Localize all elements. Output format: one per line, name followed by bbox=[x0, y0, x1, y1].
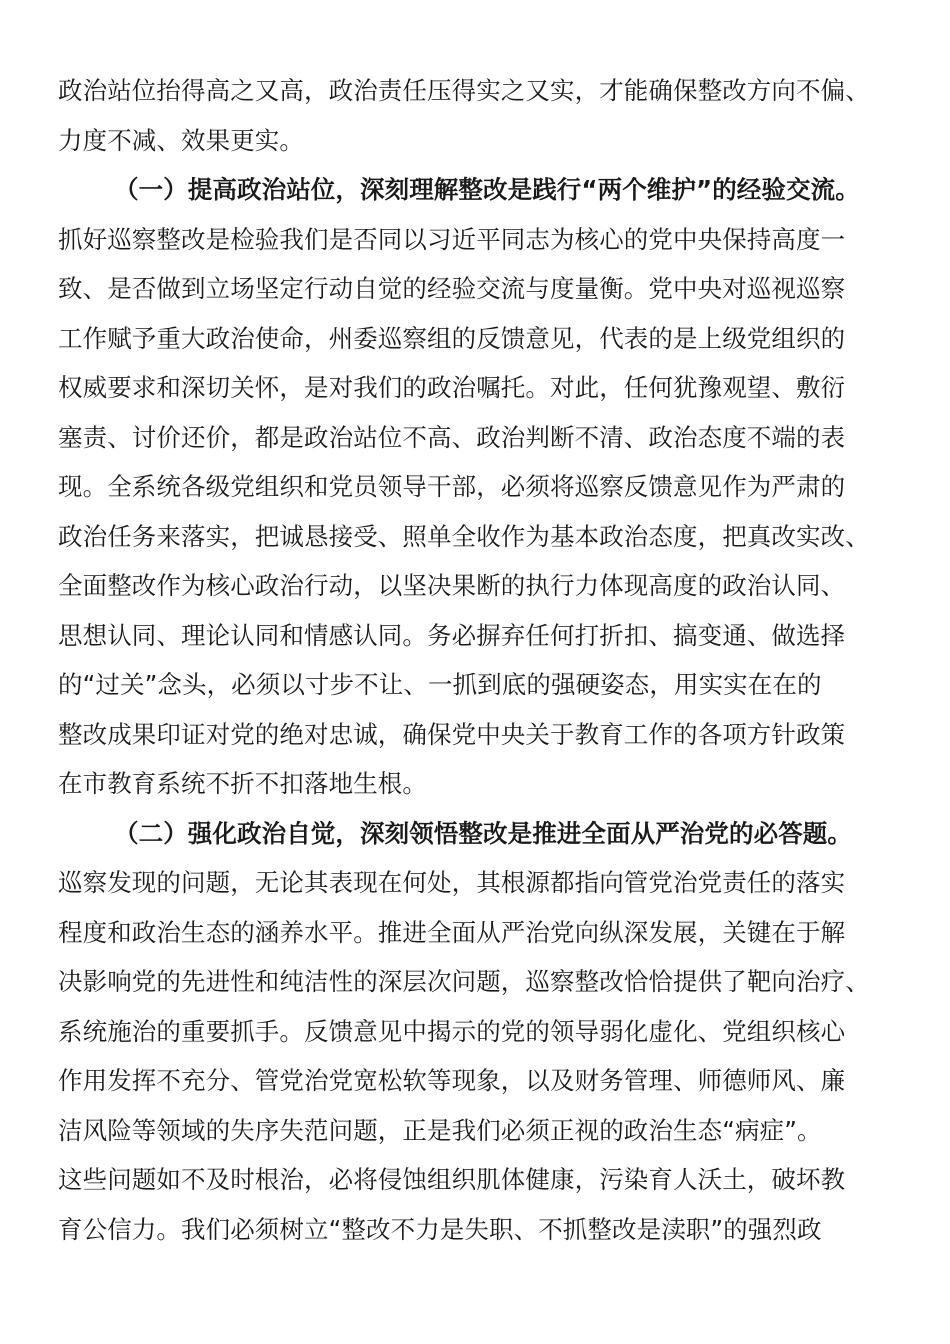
body-line: 工作赋予重大政治使命，州委巡察组的反馈意见，代表的是上级党组织的 bbox=[58, 323, 846, 353]
body-line: 在市教育系统不折不扣落地生根。 bbox=[58, 769, 427, 798]
body-line: 巡察发现的问题，无论其表现在何处，其根源都指向管党治党责任的落实 bbox=[58, 868, 846, 897]
body-line: 全面整改作为核心政治行动，以坚决果断的执行力体现高度的政治认同、 bbox=[58, 571, 846, 600]
body-line: 现。全系统各级党组织和党员领导干部，必须将巡察反馈意见作为严肃的 bbox=[58, 472, 846, 501]
body-line: 政治站位抬得高之又高，政治责任压得实之又实，才能确保整改方向不偏、 bbox=[58, 76, 870, 105]
body-line: 洁风险等领域的失序失范问题，正是我们必须正视的政治生态“病症”。 bbox=[58, 1115, 822, 1145]
document-body bbox=[58, 66, 893, 1254]
body-line: 政治任务来落实，把诚恳接受、照单全收作为基本政治态度，把真改实改、 bbox=[58, 521, 870, 551]
body-line: 抓好巡察整改是检验我们是否同以习近平同志为核心的党中央保持高度一 bbox=[58, 224, 846, 254]
body-line: 思想认同、理论认同和情感认同。务必摒弃任何打折扣、搞变通、做选择 bbox=[58, 620, 846, 650]
body-line: 致、是否做到立场坚定行动自觉的经验交流与度量衡。党中央对巡视巡察 bbox=[58, 274, 846, 303]
section-heading-2: （二）强化政治自觉，深刻领悟整改是推进全面从严治党的必答题。 bbox=[114, 818, 852, 848]
body-line: 整改成果印证对党的绝对忠诚，确保党中央关于教育工作的各项方针政策 bbox=[58, 719, 846, 749]
body-line: 权威要求和深切关怀，是对我们的政治嘱托。对此，任何犹豫观望、敷衍 bbox=[58, 373, 846, 402]
body-line: 作用发挥不充分、管党治党宽松软等现象，以及财务管理、师德师风、廉 bbox=[58, 1066, 846, 1095]
body-line: 程度和政治生态的涵养水平。推进全面从严治党向纵深发展，关键在于解 bbox=[58, 917, 846, 947]
body-line: 的“过关”念头，必须以寸步不让、一抓到底的强硬姿态，用实实在在的 bbox=[58, 670, 822, 699]
body-line: 决影响党的先进性和纯洁性的深层次问题，巡察整改恰恰提供了靶向治疗、 bbox=[58, 967, 870, 996]
body-line: 力度不减、效果更实。 bbox=[58, 125, 304, 155]
body-line: 塞责、讨价还价，都是政治站位不高、政治判断不清、政治态度不端的表 bbox=[58, 422, 846, 452]
body-line: 系统施治的重要抓手。反馈意见中揭示的党的领导弱化虚化、党组织核心 bbox=[58, 1016, 846, 1046]
body-line: 育公信力。我们必须树立“整改不力是失职、不抓整改是渎职”的强烈政 bbox=[58, 1214, 822, 1244]
body-line: 这些问题如不及时根治，必将侵蚀组织肌体健康，污染育人沃土，破坏教 bbox=[58, 1165, 846, 1194]
section-heading-1: （一）提高政治站位，深刻理解整改是践行“两个维护”的经验交流。 bbox=[114, 175, 860, 204]
